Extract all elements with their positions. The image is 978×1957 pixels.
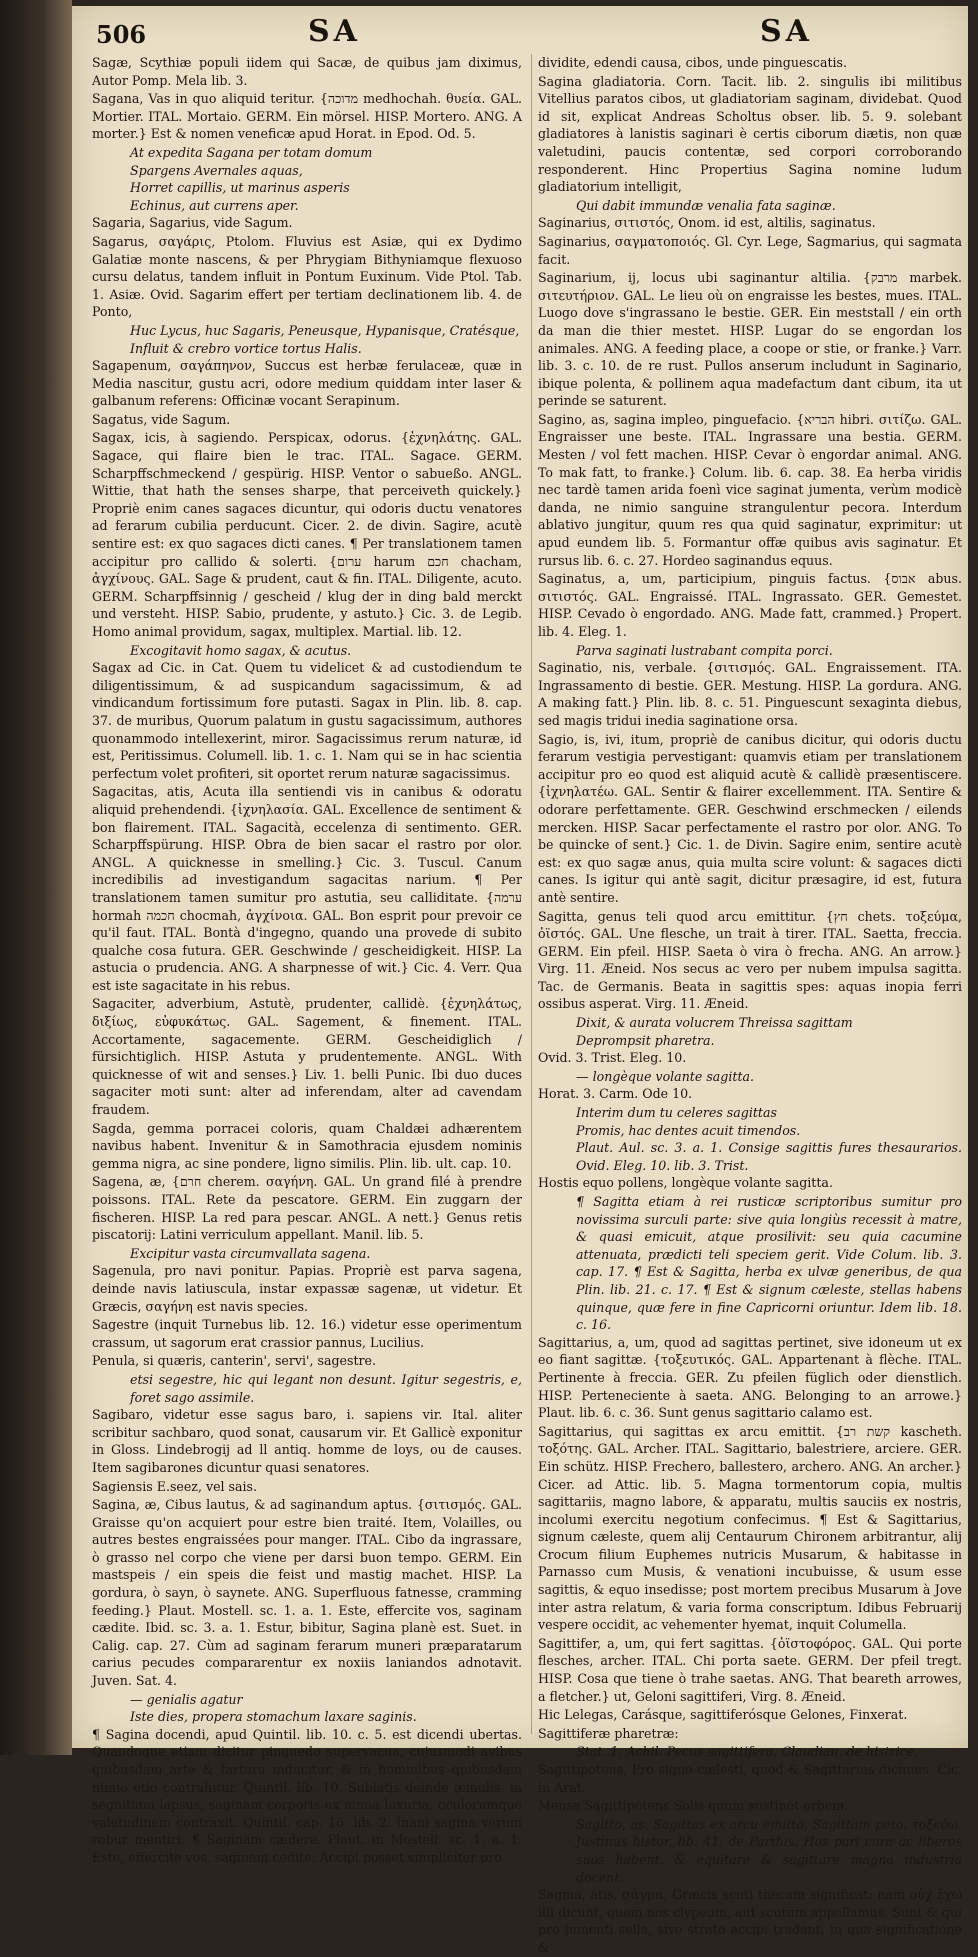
- left-column: [92, 54, 522, 1865]
- dictionary-entry: Sagittarius, a, um, quod ad sagittas pertinet, sive idoneum ut ex eo fiant sagittæ. {τοξευτικός. GAL. Appartenant à flèche. ITAL. Pertinente à freccia. GER. Zu pfeilen füglich oder dienstlich. HISP. Perteneciente à saeta. ANG. Belonging to an arrowe.} Plaut. lib. 6. c. 36. Sunt genus sagittario calamo est.: [538, 1334, 962, 1421]
- dictionary-entry: Saginatus, a, um, participium, pinguis factus. {אבוס abus. σιτιστός. GAL. Engraissé. ITAL. Ingrassato. GER. Gemestet. HISP. Cevado ò engordado. ANG. Made fatt, crammed.} Propert. lib. 4. Eleg. 1.: [538, 571, 963, 639]
- dictionary-entry: Sagaciter, adverbium, Astutè, prudenter, callidè. {ἐχνηλάτως, διξίως, εὐφυκάτως. GAL. Sagement, & finement. ITAL. Accortamente, sagacemente. GERM. Gescheidiglich / fürsichtiglich. HISP. Astuta y prudentemente. ANGL. With quicknesse of wit and senses.} Liv. 1. belli Punic. Ibi duo duces sagaciter moti sunt: alter ad inferendam, alter ad cavendam fraudem.: [92, 996, 522, 1118]
- dictionary-entry: Sagitta, genus teli quod arcu emittitur. {חץ chets. τοξεύμα, ὀϊστός. GAL. Une flesche, un trait à tirer. ITAL. Saetta, freccia. GERM. Ein pfeil. HISP. Saeta ò vira ò frecha. ANG. An arrow.} Virg. 11. Æneid. Nos secus ac vero per nubem impulsa sagitta. Tac. de Germanis. Beata in sagittis spes: aquas inopia ferri ossibus asperat. Virg. 11. Æneid.: [538, 908, 962, 1012]
- verse-quote: Echinus, aut currens aper.: [130, 197, 299, 213]
- dictionary-entry: Sagana, Vas in quo aliquid teritur. {מדוכה medhochah. θυεία. GAL. Mortier. ITAL. Mortaio. GERM. Ein mörsel. HISP. Mortero. ANG. A morter.} Est & nomen veneficæ apud Horat. in Epod. Od. 5.: [92, 91, 522, 142]
- verse-quote: Dixit, & aurata volucrem Threissa sagittam: [576, 1015, 853, 1031]
- verse-quote: Parva saginati lustrabant compita porci.: [576, 642, 833, 658]
- verse-quote: At expedita Sagana per totam domum: [130, 144, 373, 160]
- dictionary-entry: Mense Sagittipotens Solis quum sustinet orbem.: [538, 1798, 849, 1814]
- dictionary-entry: Saginarium, ij, locus ubi saginantur altilia. {מרבק marbek. σιτευτήριον. GAL. Le lieu où on engraisse les bestes, mues. ITAL. Luogo dove s'ingrassano le bestie. GER. Ein meststall / ein orth da man die thier mestet. HISP. Lugar do se engordan los animales. ANG. A feeding place, a coope or stie, or franke.} Varr. lib. 3. c. 10. de re rust. Pullos anserum includunt in Saginario, ibique polenta, & pollinem aqua madefactum dant cibum, ita ut perinde se saturent.: [538, 270, 963, 409]
- page-header: [72, 6, 968, 52]
- dictionary-entry: Sagittarius, qui sagittas ex arcu emittit. {קשת רב kascheth. τοξότης. GAL. Archer. ITAL. Sagittario, balestriere, arciere. GER. Ein schütz. HISP. Frechero, ballestero, archero. ANG. An archer.} Cicer. ad Attic. lib. 5. Magna tormentorum copia, multis sagittariis, magno labore, & apparatu, multis sauciis ex nostris, incolumi exercitu negotium confecimus. ¶ Est & Sagittarius, signum cæleste, quem alij Centaurum Chironem arbitrantur, alij Crocum filium Euphemes nutricis Musarum, & habitasse in Parnasso cum Musis, & venationi incubuisse, & usum esse sagittis, & equo insedisse; post mortem precibus Musarum à Jove inter astra relatum, & varia forma conscriptum. Idibus Februarij vespere occidit, ac vehementer hyemat, inquit Columella.: [538, 1423, 962, 1633]
- dictionary-entry: Horat. 3. Carm. Ode 10.: [538, 1086, 693, 1102]
- verse-quote: Excipitur vasta circumvallata sagena.: [130, 1245, 371, 1261]
- dictionary-entry: Hostis equo pollens, longèque volante sagitta.: [538, 1175, 833, 1191]
- dictionary-entry: Sagma, atis, σάγμα, Græcis scuti thecam significat: nam οὐχ ἔχω illi dicunt, quem nos clypeum, aut scutum appellamus. Sunt & qui pro jumenti sella, sive strato accipi tradant, in qua significatione &: [538, 1887, 962, 1955]
- dictionary-entry: Sagittipotens, Pro signo cælesti, quod & Sagittarius dicimus. Cic. in Arat.: [538, 1762, 962, 1795]
- verse-quote: Sagitto, as, Sagittas ex arcu emitto, Sagittam peto. τοξεύω. Justinus histor. lib. 41. de Parthis. Hos pari cura ac liberos suos habent, & equitare & sagittare magna industria docent.: [576, 1816, 962, 1885]
- verse-quote: Spargens Avernales aquas,: [130, 162, 303, 178]
- dictionary-entry: Sagax ad Cic. in Cat. Quem tu videlicet & ad custodiendum te diligentissimum, & ad suspicandum sagacissimum, & ad vindicandum fortissimum fore putasti. Sagax in Plin. lib. 8. cap. 37. de muribus, Quorum palatum in gustu sagacissimum, authores quonammodo intellexerint, miror. Sagacissimus rerum naturæ, id est, Peritissimus. Columell. lib. 1. c. 1. Nam qui se in hac scientia perfectum volet profiteri, sit oportet rerum naturæ sagacissimus.: [92, 660, 522, 781]
- dictionary-entry: Sagarus, σαγάρις, Ptolom. Fluvius est Asiæ, qui ex Dydimo Galatiæ monte nascens, & per Phrygiam Bithyniamque flexuoso cursu delatus, tandem influit in Pontum Euxinum. Vide Ptol. Tab. 1. Asiæ. Ovid. Sagarim effert per tertiam declinationem lib. 4. de Ponto,: [92, 233, 522, 320]
- verse-quote: Huc Lycus, huc Sagaris, Peneusque, Hypanisque, Cratésque,: [130, 322, 520, 338]
- verse-quote: — genialis agatur: [130, 1691, 243, 1707]
- running-head-left: SA: [308, 14, 361, 49]
- verse-quote: Excogitavit homo sagax, & acutus.: [130, 642, 352, 658]
- book-gutter: [0, 0, 72, 1755]
- verse-quote: Influit & crebro vortice tortus Halis.: [130, 340, 362, 356]
- dictionary-entry: dividite, edendi causa, cibos, unde pinguescatis.: [538, 55, 848, 70]
- dictionary-entry: Sagena, æ, {חרם cherem. σαγήνη. GAL. Un grand filé à prendre poissons. ITAL. Rete da pescatore. GERM. Ein zuggarn der fischeren. HISP. La red para pescar. ANGL. A nett.} Genus retis piscatorij: Latini verriculum appellant. Manil. lib. 5.: [92, 1174, 522, 1243]
- dictionary-entry: Sagiensis E.seez, vel sais.: [92, 1478, 258, 1494]
- verse-quote: Stat. 1. Achil. Pecus sagittifera, Claudian. de histrice.: [576, 1744, 919, 1760]
- verse-quote: Horret capillis, ut marinus asperis: [130, 180, 350, 196]
- right-column: [538, 54, 963, 1955]
- dictionary-entry: Sagio, is, ivi, itum, propriè de canibus dicitur, qui odoris ductu ferarum vestigia pervestigant: quamvis etiam per translationem accipitur pro eo quod est aliquid acutè & callidè præsentiscere. {ἰχνηλατέω. GAL. Sentir & flairer excellemment. ITA. Sentire & odorare perfettamente. GER. Geschwind erschmecken / eilends mercken. HISP. Sacar perfectamente el rastro por olor. ANG. To be quincke of sent.} Cic. 1. de Divin. Sagire enim, sentire acutè est: ex quo sagæ anus, quia multa scire volunt: & sagaces dicti canes. Is igitur qui antè sagit, dicitur præsagire, id est, futura antè sentire.: [538, 731, 962, 905]
- dictionary-entry: Sagina, æ, Cibus lautus, & ad saginandum aptus. {σιτισμός. GAL. Graisse qu'on acquiert pour estre bien traité. Item, Volailles, ou autres bestes engraissées pour manger. ITAL. Cibo da ingrassare, ò grasso nel corpo che viene per darsi buon tempo. GERM. Ein mastspeis / ein speis die feist und mastig machet. HISP. La gordura, ò sayn, ò saynete. ANG. Superfluous fatnesse, cramming feeding.} Plaut. Mostell. sc. 1. a. 1. Este, effercite vos, saginam cædite. Ibid. sc. 3. a. 1. Estur, bibitur, Sagina planè est. Suet. in Calig. cap. 27. Cùm ad saginam ferarum muneri præparatarum carius pecudes compararentur ex noxiis laniandos adnotavit. Juven. Sat. 4.: [92, 1497, 522, 1689]
- dictionary-entry: Saginatio, nis, verbale. {σιτισμός. GAL. Engraissement. ITA. Ingrassamento di bestie. GER. Mestung. HISP. La gordura. ANG. A making fatt.} Plin. lib. 8. c. 51. Pinguescunt sexaginta diebus, sed magis tridui inedia saginatione orsa.: [538, 660, 962, 728]
- dictionary-entry: Sagittifer, a, um, qui fert sagittas. {ὀϊστοφόρος. GAL. Qui porte flesches, archer. ITAL. Chi porta saete. GERM. Der pfeil tregt. HISP. Cosa que tiene ò trahe saetas. ANG. That beareth arrowes, a fletcher.} ut, Geloni sagittiferi, Virg. 8. Æneid.: [538, 1635, 962, 1704]
- dictionary-entry: Sagatus, vide Sagum.: [92, 411, 231, 427]
- dictionary-entry: Sagda, gemma porracei coloris, quam Chaldæi adhærentem navibus habent. Invenitur & in Samothracia ejusdem nominis gemma nigra, ac sine pondere, ligno similis. Plin. lib. ult. cap. 10.: [92, 1120, 522, 1171]
- dictionary-entry: Sagenula, pro navi ponitur. Papias. Propriè est parva sagena, deinde navis latiuscula, instar expassæ sagenæ, ut videtur. Et Græcis, σαγήνη est navis species.: [92, 1263, 522, 1314]
- verse-quote: Promis, hac dentes acuit timendos.: [576, 1122, 801, 1138]
- column-divider: [531, 54, 532, 1734]
- verse-quote: — longèque volante sagitta.: [576, 1068, 755, 1084]
- dictionary-entry: Sagaria, Sagarius, vide Sagum.: [92, 215, 293, 231]
- dictionary-entry: Sagestre (inquit Turnebus lib. 12. 16.) videtur esse operimentum crassum, ut sagorum erat crassior pannus, Lucilius.: [92, 1317, 522, 1350]
- dictionary-entry: Sagax, icis, à sagiendo. Perspicax, odorus. {ἐχνηλάτης. GAL. Sagace, qui flaire bien le trac. ITAL. Sagace. GERM. Scharpffschmeckend / gespürig. HISP. Ventor o sabueßo. ANGL. Wittie, that hath the senses sharpe, that perceiveth quickely.} Propriè enim canes sagaces dicuntur, qui odoris ductu venatores ad ferarum cubilia perducunt. Cicer. 2. de divin. Sagire, acutè sentire est: ex quo sagaces dicti canes. ¶ Per translationem tamen accipitur pro callido & solerti. {ערום harum חכם chacham, ἀγχίνους. GAL. Sage & prudent, caut & fin. ITAL. Diligente, acuto. GERM. Scharpffsinnig / gescheid / klug der in ding bald merckt und versteht. HISP. Sabio, prudente, y astuto.} Cic. 3. de Legib. Homo animal providum, sagax, multiplex. Martial. lib. 12.: [92, 430, 522, 639]
- dictionary-entry: ¶ Sagina docendi, apud Quintil. lib. 10. c. 5. est dicendi ubertas. Quandoque etiam dicitur pinguedo supervacua, cujusmodi avibus quibusdam arte & fartura inducitur, & in hominibus quibusdam nimio otio contrahitur. Quintil. lib. 10. Sublatis deinde æmulis, in segnitiam lapsus, saginam corporis ex nimia luxuria, oculorumque valetudinem contraxit. Quintil. cap. 16. lib. 2. Inani sagina verum robur mentiri. ¶ Saginam cædere. Plaut. in Mostell. sc. 1. a. 1. Este, effercite vos, saginam cedite. Accipi posset simpliciter pro: [92, 1726, 522, 1865]
- verse-quote: Plaut. Aul. sc. 3. a. 1. Consige sagittis fures thesaurarios. Ovid. Eleg. 10. lib. 3. Trist.: [576, 1140, 962, 1173]
- dictionary-entry: Sagino, as, sagina impleo, pinguefacio. {הבריא hibri. σιτίζω. GAL. Engraisser une beste. ITAL. Ingrassare una bestia. GERM. Mesten / vol fett machen. HISP. Cevar ò engordar animal. ANG. To mak fatt, to franke.} Colum. lib. 6. cap. 38. Ea herba viridis nec tardè tamen arida foenì vice saginat jumenta, verùm modicè danda, ne nimio sanguine strangulentur pecora. Interdum ablativo jungitur, quum res qua quid saginatur, exprimitur: ut apud eundem lib. 5. Formantur offæ quibus avis saginatur. Et rursus lib. 6. c. 27. Hordeo saginandus equus.: [538, 411, 962, 568]
- page-number: 506: [96, 20, 147, 49]
- verse-quote: etsi segestre, hic qui legant non desunt. Igitur segestris, e, foret sago assimile.: [130, 1371, 522, 1405]
- dictionary-entry: Ovid. 3. Trist. Eleg. 10.: [538, 1050, 687, 1066]
- dictionary-entry: Hic Lelegas, Carásque, sagittiferósque Gelones, Finxerat.: [538, 1707, 908, 1723]
- book-page: [72, 6, 968, 1955]
- dictionary-entry: Sagibaro, videtur esse sagus baro, i. sapiens vir. Ital. aliter scribitur sachbaro, quod sonat, causarum vir. Et Gallicè exponitur in Gloss. Lindebrogij ad ll antiq. homme de loys, ou de causes. Item sagibarones dicuntur quasi senatores.: [92, 1407, 522, 1475]
- verse-quote: Qui dabit immundæ venalia fata saginæ.: [576, 197, 836, 213]
- dictionary-entry: Sagittiferæ pharetræ:: [538, 1725, 679, 1741]
- dictionary-entry: Sagina gladiatoria. Corn. Tacit. lib. 2. singulis ibi militibus Vitellius paratos cibos, ut gladiatoriam saginam, dividebat. Quod id sit, explicat Andreas Scholtus obser. lib. 5. 9. solebant gladiatores à lanistis saginari è certis ciborum diætis, non quæ valetudini, paucis contentæ, sed corpori corroborando responderent. Hinc Propertius Sagina nomine ludum gladiatorium intelligit,: [538, 73, 962, 195]
- dictionary-entry: Penula, si quæris, canterin', servi', sagestre.: [92, 1353, 376, 1369]
- verse-quote: ¶ Sagitta etiam à rei rusticæ scriptoribus sumitur pro novissima surculi parte: sive quia longiùs recessit à matre, & quasi emicuit, atque prosilivit: seu quia cacumine attenuata, prædicti teli speciem gerit. Vide Colum. lib. 3. cap. 17. ¶ Est & Sagitta, herba ex ulvæ generibus, de qua Plin. lib. 21. c. 17. ¶ Est & signum cæleste, stellas habens quinque, quæ fere in fine Capricorni oriuntur. Idem lib. 18. c. 16.: [576, 1194, 962, 1333]
- dictionary-entry: Sagapenum, σαγάπηνον, Succus est herbæ ferulaceæ, quæ in Media nascitur, gustu acri, odore medium quiddam inter laser & galbanum referens: Officinæ vocant Serapinum.: [92, 358, 522, 409]
- dictionary-entry: Saginarius, σαγματοποιός. Gl. Cyr. Lege, Sagmarius, qui sagmata facit.: [538, 233, 962, 267]
- dictionary-entry: Sagæ, Scythiæ populi iidem qui Sacæ, de quibus jam diximus, Autor Pomp. Mela lib. 3.: [92, 55, 522, 88]
- dictionary-entry: Sagacitas, atis, Acuta illa sentiendi vis in canibus & odoratu aliquid prehendendi. {ἰχνηλασία. GAL. Excellence de sentiment & bon flairement. ITAL. Sagacità, eccelenza di sentimento. GER. Scharpffspürung. HISP. Obra de bien sacar el rastro por olor. ANGL. A quicknesse in smelling.} Cic. 3. Tuscul. Canum incredibilis ad investigandum sagacitas narium. ¶ Per translationem tamen sumitur pro astutia, seu calliditate. {ערמה hormah חכמה chocmah, ἀγχίνοια. GAL. Bon esprit pour prevoir ce qu'il faut. ITAL. Bontà d'ingegno, quando una provede di subito qualche cosa futura. GER. Geschwinde / gescheidigkeit. HISP. La astucia o prudencia. ANG. A sharpnesse of wit.} Cic. 4. Verr. Qua est iste sagacitate in his rebus.: [92, 784, 522, 993]
- dictionary-entry: Saginarius, σιτιστός, Onom. id est, altilis, saginatus.: [538, 215, 876, 231]
- verse-quote: Iste dies, propera stomachum laxare saginis.: [130, 1709, 417, 1725]
- verse-quote: Deprompsit pharetra.: [576, 1032, 715, 1048]
- running-head-right: SA: [760, 14, 813, 49]
- verse-quote: Interim dum tu celeres sagittas: [576, 1105, 777, 1121]
